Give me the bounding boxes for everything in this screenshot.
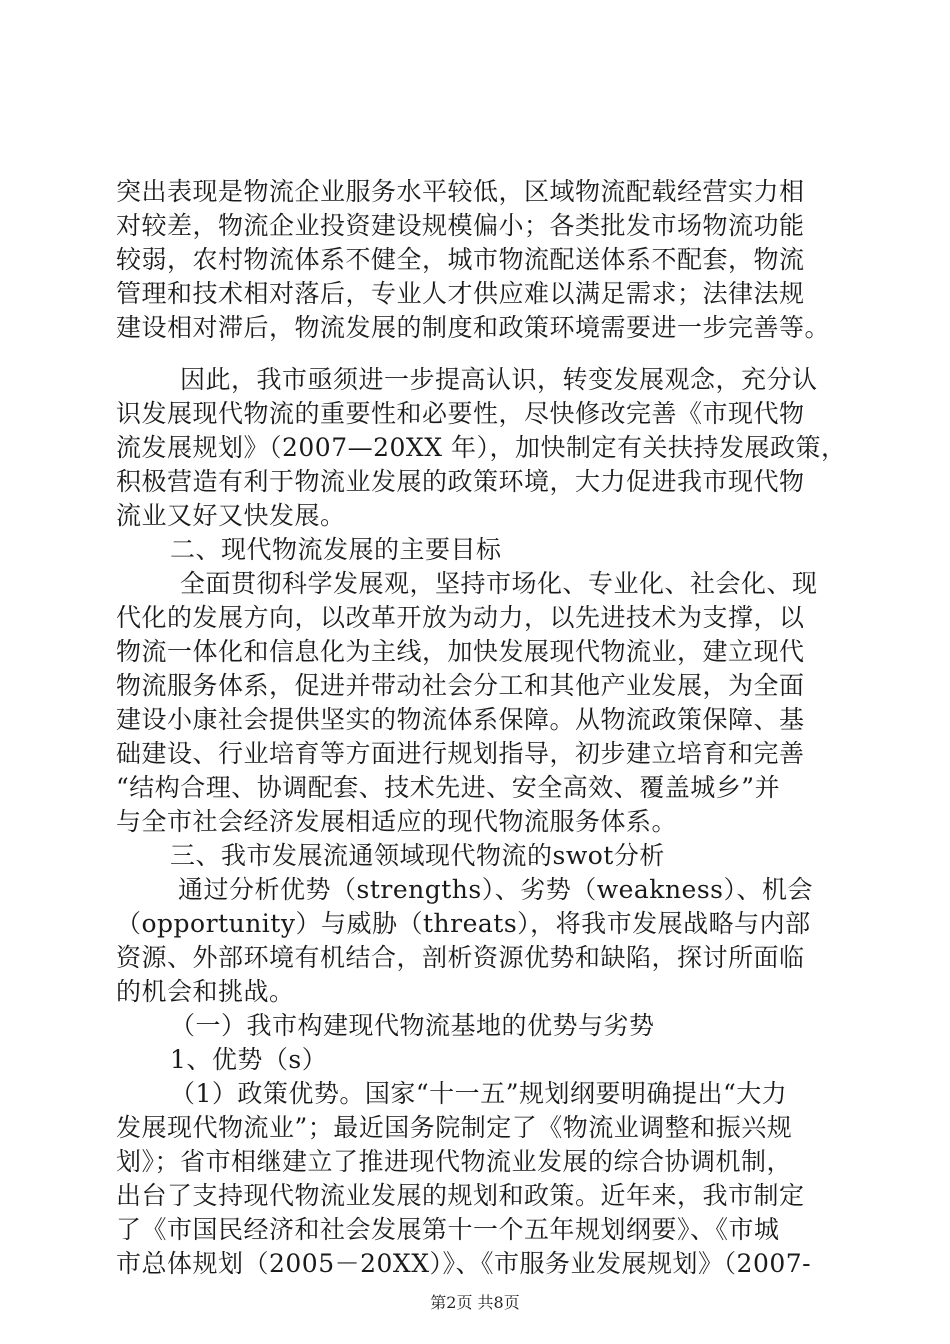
- text-line: 物流服务体系，促进并带动社会分工和其他产业发展，为全面: [116, 671, 805, 700]
- text-line: 了《市国民经济和社会发展第十一个五年规划纲要》、《市城: [116, 1215, 780, 1244]
- text-line: 物流一体化和信息化为主线，加快发展现代物流业，建立现代: [116, 637, 805, 666]
- text-line: 与全市社会经济发展相适应的现代物流服务体系。: [116, 807, 678, 836]
- text-line: 的机会和挑战。: [116, 977, 295, 1006]
- text-line: 突出表现是物流企业服务水平较低，区域物流配载经营实力相: [116, 177, 805, 206]
- text-line: 资源、外部环境有机结合，剖析资源优势和缺陷，探讨所面临: [116, 943, 805, 972]
- text-line: 流业又好又快发展。: [116, 501, 346, 530]
- page-number-footer: 第2页 共8页: [430, 1293, 520, 1312]
- text-line: 管理和技术相对落后，专业人才供应难以满足需求；法律法规: [116, 279, 805, 308]
- text-line: 识发展现代物流的重要性和必要性，尽快修改完善《市现代物: [116, 399, 805, 428]
- text-line: 流发展规划》（2007—20XX 年），加快制定有关扶持发展政策，: [116, 433, 847, 462]
- text-line: 因此，我市亟须进一步提高认识，转变发展观念，充分认: [180, 365, 818, 394]
- text-line: 发展现代物流业”；最近国务院制定了《物流业调整和振兴规: [116, 1113, 793, 1142]
- section-heading: 二、现代物流发展的主要目标: [170, 535, 502, 564]
- subsection-heading: 1、优势（s）: [170, 1045, 328, 1074]
- text-line: 划》；省市相继建立了推进现代物流业发展的综合协调机制，: [116, 1147, 793, 1176]
- text-line: 全面贯彻科学发展观，坚持市场化、专业化、社会化、现: [180, 569, 818, 598]
- text-line: 出台了支持现代物流业发展的规划和政策。近年来，我市制定: [116, 1181, 805, 1210]
- text-line: 较弱，农村物流体系不健全，城市物流配送体系不配套，物流: [116, 245, 805, 274]
- text-line: 积极营造有利于物流业发展的政策环境，大力促进我市现代物: [116, 467, 805, 496]
- subsection-heading: （一）我市构建现代物流基地的优势与劣势: [170, 1011, 655, 1040]
- text-line: 建设小康社会提供坚实的物流体系保障。从物流政策保障、基: [116, 705, 805, 734]
- text-line: 通过分析优势（strengths）、劣势（weakness）、机会: [178, 875, 814, 904]
- section-heading: 三、我市发展流通领域现代物流的swot分析: [170, 841, 665, 870]
- text-line: 代化的发展方向，以改革开放为动力，以先进技术为支撑，以: [116, 603, 805, 632]
- text-line: 建设相对滞后，物流发展的制度和政策环境需要进一步完善等。: [116, 313, 831, 342]
- text-line: （opportunity）与威胁（threats），将我市发展战略与内部: [116, 909, 811, 938]
- text-line: （1）政策优势。国家“十一五”规划纲要明确提出“大力: [170, 1079, 788, 1108]
- text-line: “结构合理、协调配套、技术先进、安全高效、覆盖城乡”并: [116, 773, 781, 802]
- text-line: 础建设、行业培育等方面进行规划指导，初步建立培育和完善: [116, 739, 805, 768]
- text-line: 市总体规划（2005－20XX）》、《市服务业发展规划》（2007-: [116, 1249, 812, 1278]
- text-line: 对较差，物流企业投资建设规模偏小；各类批发市场物流功能: [116, 211, 805, 240]
